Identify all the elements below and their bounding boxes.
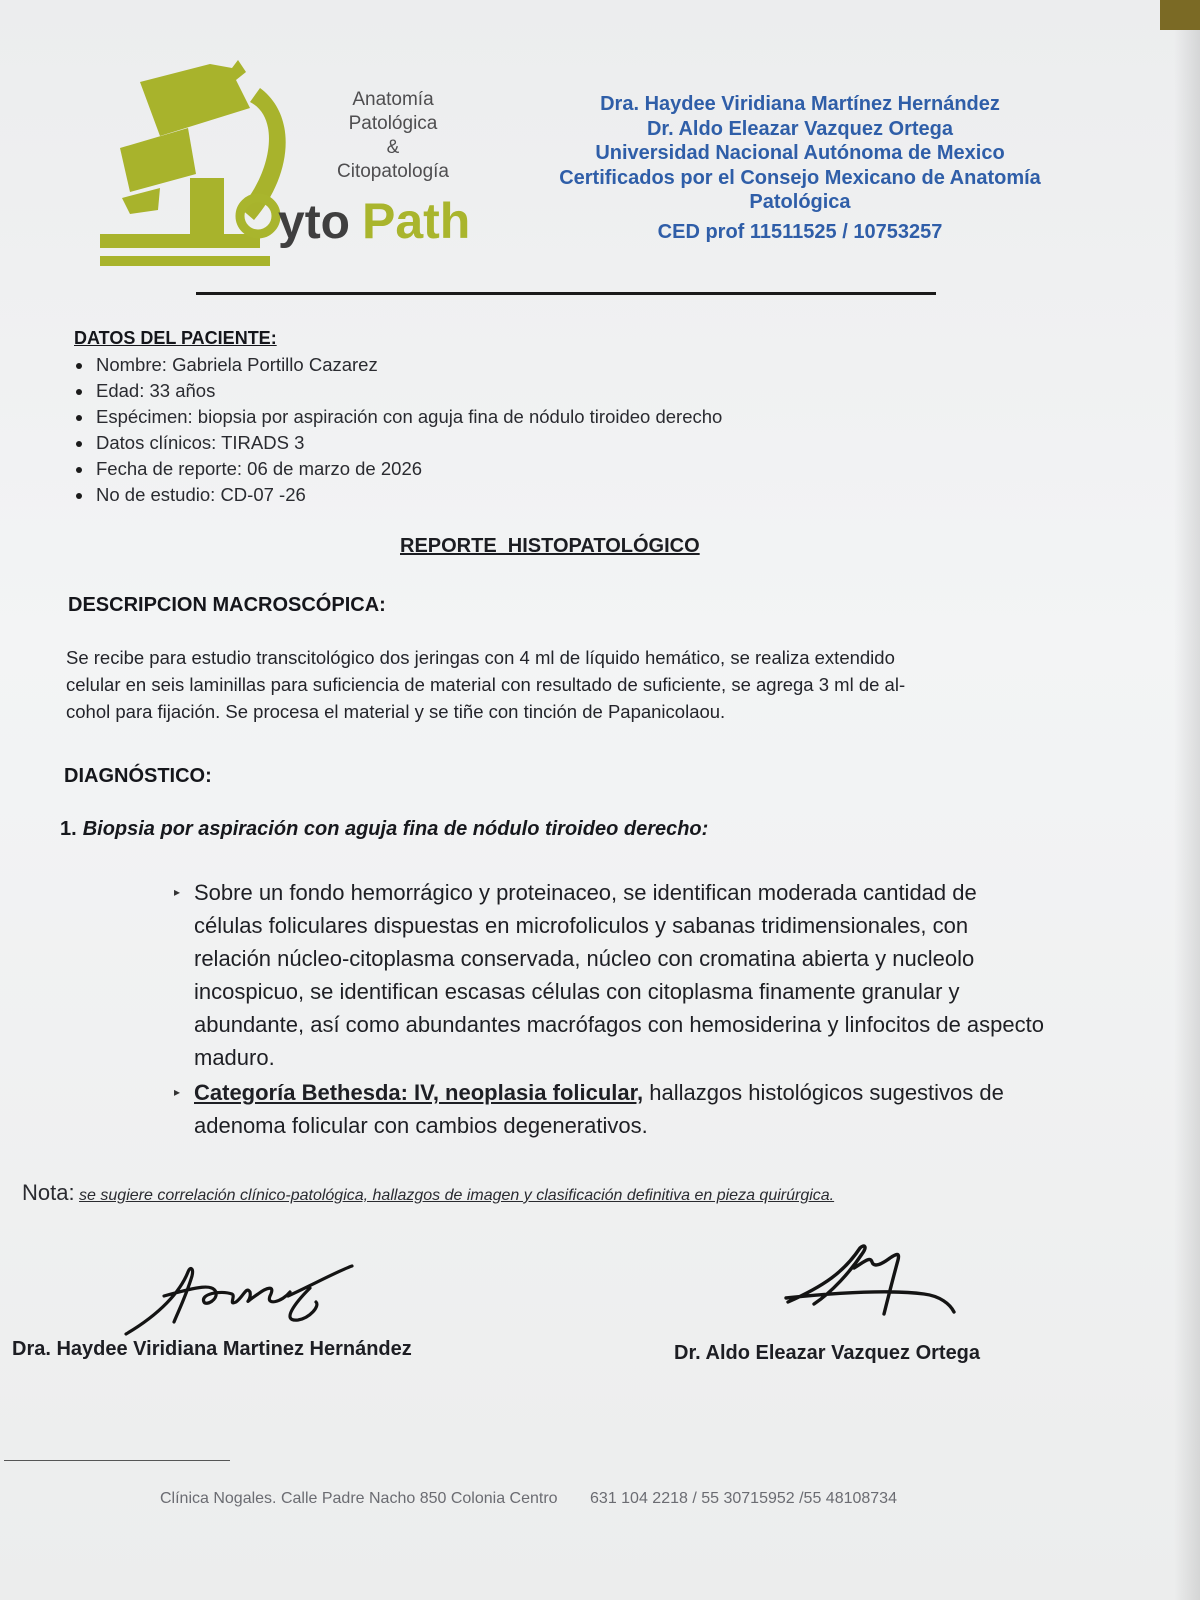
doctor-line: Dr. Aldo Eleazar Vazquez Ortega: [646, 117, 954, 140]
doctors-header: [520, 92, 1080, 244]
logo-yto: yto: [278, 196, 350, 249]
study-number: No de estudio: CD-07 -26: [72, 482, 722, 508]
doctor-line: Certificados por el Consejo Mexicano de Anatomía: [559, 166, 1041, 189]
ced-number: CED prof 11511525 / 10753257: [657, 220, 943, 243]
note-label: Nota:: [22, 1180, 75, 1205]
doctor-line: Dra. Haydee Viridiana Martínez Hernández: [600, 93, 1000, 115]
specialty-line: Anatomía: [352, 89, 434, 110]
macroscopic-title: DESCRIPCION MACROSCÓPICA:: [68, 594, 386, 616]
page-edge-bar: [1160, 0, 1200, 30]
signature-left-name: Dra. Haydee Viridiana Martinez Hernández: [12, 1338, 412, 1360]
bethesda-category: Categoría Bethesda: IV, neoplasia folicular,: [194, 1080, 644, 1105]
footer-phones: 631 104 2218 / 55 30715952 /55 48108734: [590, 1490, 897, 1507]
diagnosis-item-text: Biopsia por aspiración con aguja fina de nódulo tiroideo derecho:: [82, 818, 709, 840]
finding-bethesda: [180, 1076, 1050, 1142]
specialty-line: Patológica: [348, 113, 438, 134]
note-text: se sugiere correlación clínico-patológica, hallazgos de imagen y clasificación definitiva en pieza quirúrgica.: [79, 1187, 835, 1204]
header-divider: [196, 292, 936, 295]
patient-section-title: DATOS DEL PACIENTE:: [74, 328, 277, 348]
footer: [160, 1490, 897, 1508]
footer-address: Clínica Nogales. Calle Padre Nacho 850 Colonia Centro: [160, 1490, 558, 1507]
doctor-line: Patológica: [749, 191, 851, 213]
diagnosis-item: [60, 818, 708, 841]
patient-age: Edad: 33 años: [72, 378, 722, 404]
specialty-line: Citopatología: [337, 161, 449, 182]
finding-cytology: ▸ Sobre un fondo hemorrágico y proteinaceo, se identifican moderada cantidad de células foliculares dispuestas en microfoliculos y sabanas tridimensionales, con relación núcleo-citoplasma conservada, núcleo con cromatina abierta y nucleolo incospicuo, se identifican escasas células con citoplasma finamente granular y abundante, así como abundantes macrófagos con hemosiderina y linfocitos de aspecto maduro.: [180, 876, 1050, 1074]
macroscopic-description: [66, 644, 1026, 725]
bethesda-conclusion: hallazgos histológicos sugestivos de adenoma folicular con cambios degenerativos.: [194, 1080, 1004, 1138]
report-date: Fecha de reporte: 06 de marzo de 2026: [72, 456, 722, 482]
report-title: REPORTE HISTOPATOLÓGICO: [400, 535, 700, 557]
macro-line: Se recibe para estudio transcitológico dos jeringas con 4 ml de líquido hemático, se realiza extendido: [66, 647, 895, 668]
macro-line: celular en seis laminillas para suficiencia de material con resultado de suficiente, se agrega 3 ml de al-: [66, 674, 906, 695]
specialty-line: &: [386, 137, 400, 158]
signature-right: [784, 1242, 964, 1326]
note: [22, 1180, 1022, 1206]
page-edge-shadow: [1174, 30, 1200, 1600]
macro-line: cohol para fijación. Se procesa el material y se tiñe con tinción de Papanicolaou.: [66, 701, 726, 722]
doctor-line: Universidad Nacional Autónoma de Mexico: [595, 142, 1005, 164]
signature-right-name: Dr. Aldo Eleazar Vazquez Ortega: [674, 1342, 981, 1364]
patient-clinical-data: Datos clínicos: TIRADS 3: [72, 430, 722, 456]
signature-left: [120, 1262, 360, 1338]
footer-divider: [4, 1460, 230, 1461]
patient-specimen: Espécimen: biopsia por aspiración con aguja fina de nódulo tiroideo derecho: [72, 404, 722, 430]
logo-wordmark: [240, 187, 470, 250]
diagnosis-title: DIAGNÓSTICO:: [64, 765, 212, 787]
patient-name: Nombre: Gabriela Portillo Cazarez: [72, 352, 722, 378]
diagnosis-number: 1.: [60, 818, 77, 840]
logo-path: Path: [362, 193, 471, 249]
patient-fields: [72, 352, 722, 508]
diagnosis-findings: [180, 876, 1050, 1144]
specialty-label: [318, 88, 468, 184]
